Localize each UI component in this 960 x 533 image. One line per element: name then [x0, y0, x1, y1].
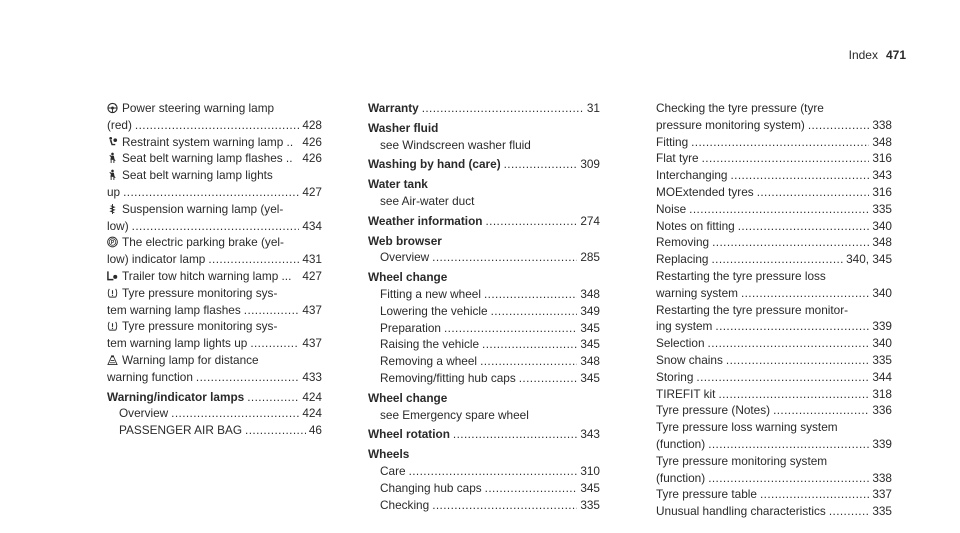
- index-entry: [107, 268, 322, 285]
- dot-leader: [718, 386, 869, 403]
- entry-text: Weather information: [368, 213, 483, 228]
- page-reference[interactable]: 345: [580, 337, 600, 352]
- dot-leader: [519, 370, 578, 387]
- entry-label: [107, 389, 244, 406]
- index-entry: [107, 318, 322, 335]
- index-entry: [656, 453, 892, 470]
- entry-text: Removing: [656, 235, 710, 250]
- page-reference[interactable]: 428: [302, 117, 322, 132]
- index-entry: [107, 184, 322, 201]
- entry-text: MOExtended tyres: [656, 184, 754, 199]
- entry-text: Removing/fitting hub caps: [380, 370, 516, 385]
- index-entry: [656, 402, 892, 419]
- dot-leader: [422, 100, 584, 117]
- dot-leader: [482, 336, 577, 353]
- page-reference[interactable]: 349: [580, 303, 600, 318]
- index-subentry: [368, 193, 600, 210]
- page-reference[interactable]: 340: [872, 285, 892, 300]
- page-reference[interactable]: 433: [302, 369, 322, 384]
- dot-leader: [715, 318, 869, 335]
- dot-leader: [741, 285, 869, 302]
- entry-text: Changing hub caps: [380, 480, 482, 495]
- entry-text: see Emergency spare wheel: [380, 407, 529, 422]
- entry-text: Overview: [119, 406, 169, 421]
- page-reference[interactable]: 338: [872, 117, 892, 132]
- index-subentry: [368, 249, 600, 266]
- page-reference[interactable]: 316: [872, 184, 892, 199]
- dot-leader: [691, 134, 869, 151]
- dot-leader: [247, 389, 299, 406]
- index-entry: [107, 117, 322, 134]
- entry-text: Seat belt warning lamp flashes ..: [122, 151, 293, 166]
- index-entry: [656, 335, 892, 352]
- index-column-3: [656, 100, 892, 520]
- page-reference[interactable]: 426: [302, 134, 322, 149]
- page-reference[interactable]: 309: [580, 157, 600, 172]
- dot-leader: [208, 251, 299, 268]
- index-entry: [107, 234, 322, 251]
- entry-text: Tyre pressure monitoring sys-: [122, 285, 278, 300]
- index-heading: [368, 390, 600, 407]
- index-subentry: [368, 407, 600, 424]
- page-reference[interactable]: 285: [580, 250, 600, 265]
- entry-text: (function): [656, 436, 706, 451]
- dot-leader: [711, 251, 843, 268]
- dot-leader: [453, 426, 577, 443]
- index-heading: [107, 389, 322, 406]
- page-reference[interactable]: 335: [872, 504, 892, 519]
- entry-label: [656, 184, 754, 201]
- entry-text: Warning/indicator lamps: [107, 389, 245, 404]
- index-subentry: [368, 286, 600, 303]
- index-entry: [656, 134, 892, 151]
- dot-leader: [135, 117, 299, 134]
- entry-text: tem warning lamp lights up: [107, 336, 248, 351]
- page-number: 471: [885, 48, 906, 62]
- dot-leader: [432, 249, 577, 266]
- entry-text: Restarting the tyre pressure monitor-: [656, 302, 849, 317]
- index-heading: [368, 213, 600, 230]
- entry-label: [107, 369, 193, 386]
- page-reference[interactable]: 424: [302, 389, 322, 404]
- entry-label: [380, 353, 477, 370]
- entry-text: Washer fluid: [368, 120, 439, 135]
- dot-leader: [171, 405, 299, 422]
- entry-text: Tyre pressure table: [656, 487, 757, 502]
- power-steering-icon: [107, 102, 118, 114]
- section-title: Index: [848, 48, 878, 62]
- index-entry: [656, 486, 892, 503]
- entry-label: [656, 201, 686, 218]
- dot-leader: [829, 503, 869, 520]
- entry-label: [107, 251, 205, 268]
- page-reference[interactable]: 345: [580, 320, 600, 335]
- entry-text: warning function: [107, 369, 193, 384]
- page-reference[interactable]: 310: [580, 463, 600, 478]
- entry-text: Noise: [656, 201, 687, 216]
- entry-label: [656, 318, 712, 335]
- entry-text: Water tank: [368, 177, 428, 192]
- index-entry: [656, 268, 892, 285]
- dot-leader: [773, 402, 869, 419]
- entry-text: low): [107, 218, 129, 233]
- page-reference[interactable]: 437: [302, 336, 322, 351]
- index-entry: [656, 386, 892, 403]
- entry-text: Unusual handling characteristics: [656, 504, 826, 519]
- page-reference[interactable]: 348: [872, 134, 892, 149]
- entry-label: [656, 117, 805, 134]
- index-entry: [107, 285, 322, 302]
- page-reference[interactable]: 46: [308, 423, 322, 438]
- entry-label: [107, 134, 293, 151]
- index-subentry: [368, 303, 600, 320]
- seat-belt-icon: [107, 169, 118, 181]
- index-subentry: [368, 353, 600, 370]
- index-heading: [368, 426, 600, 443]
- entry-text: warning system: [656, 285, 738, 300]
- dot-leader: [702, 150, 870, 167]
- dot-leader: [432, 497, 577, 514]
- entry-text: Suspension warning lamp (yel-: [122, 201, 284, 216]
- dot-leader: [808, 117, 869, 134]
- entry-label: [380, 303, 488, 320]
- page-reference[interactable]: 343: [872, 168, 892, 183]
- page-header: [849, 48, 906, 62]
- entry-text: Restraint system warning lamp ..: [122, 134, 294, 149]
- page-reference[interactable]: 424: [302, 406, 322, 421]
- index-entry: [656, 436, 892, 453]
- dot-leader: [696, 369, 869, 386]
- index-column-1: [107, 100, 322, 439]
- entry-label: [656, 234, 709, 251]
- entry-label: [656, 335, 705, 352]
- index-entry: [656, 369, 892, 386]
- entry-text: Removing a wheel: [380, 354, 478, 369]
- index-heading: [368, 156, 600, 173]
- entry-text: PASSENGER AIR BAG: [119, 423, 243, 438]
- parking-brake-icon: [107, 236, 118, 248]
- entry-text: Warranty: [368, 101, 419, 115]
- index-entry: [656, 218, 892, 235]
- entry-text: Selection: [656, 336, 705, 351]
- dot-leader: [760, 486, 869, 503]
- entry-label: [656, 150, 699, 167]
- index-entry: [107, 369, 322, 386]
- entry-label: [656, 386, 715, 403]
- index-heading: [368, 176, 600, 193]
- entry-label: [107, 150, 293, 167]
- dot-leader: [726, 352, 869, 369]
- dot-leader: [196, 369, 299, 386]
- dot-leader: [757, 184, 870, 201]
- dot-leader: [504, 156, 578, 173]
- entry-text: The electric parking brake (yel-: [122, 235, 284, 250]
- index-entry: [107, 134, 322, 151]
- page-reference[interactable]: 434: [302, 218, 322, 233]
- index-entry: [656, 100, 892, 117]
- entry-text: Care: [380, 463, 406, 478]
- entry-text: tem warning lamp flashes: [107, 302, 241, 317]
- index-entry: [107, 251, 322, 268]
- svg-text:P: P: [110, 240, 115, 247]
- dot-leader: [491, 303, 578, 320]
- entry-label: [656, 470, 705, 487]
- entry-text: Flat tyre: [656, 151, 699, 166]
- index-subentry: [368, 336, 600, 353]
- index-entry: [107, 167, 322, 184]
- dot-leader: [708, 335, 870, 352]
- index-entry: [656, 184, 892, 201]
- entry-text: Preparation: [380, 320, 441, 335]
- entry-label: [119, 422, 242, 439]
- entry-text: Storing: [656, 369, 694, 384]
- entry-label: [656, 436, 705, 453]
- page-reference[interactable]: 339: [872, 436, 892, 451]
- index-entry: [656, 150, 892, 167]
- entry-label: [368, 156, 501, 173]
- index-entry: [656, 302, 892, 319]
- dot-leader: [244, 302, 300, 319]
- entry-text: Wheel change: [368, 390, 448, 405]
- entry-label: [380, 286, 481, 303]
- restraint-system-icon: [107, 136, 118, 148]
- dot-leader: [485, 480, 578, 497]
- index-entry: [656, 251, 892, 268]
- page-reference[interactable]: 348: [580, 286, 600, 301]
- dot-leader: [409, 463, 578, 480]
- entry-text: low) indicator lamp: [107, 252, 206, 267]
- index-subentry: [368, 137, 600, 154]
- entry-text: Overview: [380, 250, 430, 265]
- page-reference[interactable]: 431: [302, 252, 322, 267]
- dot-leader: [123, 184, 299, 201]
- page-reference[interactable]: 343: [580, 427, 600, 442]
- page-reference[interactable]: 427: [302, 184, 322, 199]
- entry-text: Tyre pressure monitoring sys-: [122, 319, 278, 334]
- entry-label: [368, 100, 419, 117]
- entry-text: Checking the tyre pressure (tyre: [656, 101, 824, 115]
- entry-text: Warning lamp for distance: [122, 352, 259, 367]
- index-heading: [368, 233, 600, 250]
- page-reference[interactable]: 348: [872, 235, 892, 250]
- page-reference[interactable]: 345: [580, 480, 600, 495]
- entry-text: Wheels: [368, 447, 410, 462]
- page-reference[interactable]: 316: [872, 151, 892, 166]
- page-reference[interactable]: 335: [872, 201, 892, 216]
- entry-text: Power steering warning lamp: [122, 101, 275, 115]
- index-subentry: [368, 320, 600, 337]
- entry-label: [656, 134, 688, 151]
- index-entry: [656, 419, 892, 436]
- entry-label: [380, 336, 479, 353]
- entry-label: [656, 218, 735, 235]
- index-column-2: [368, 100, 600, 513]
- index-entry: [368, 100, 600, 117]
- tyre-pressure-icon: [107, 287, 118, 299]
- index-heading: [368, 446, 600, 463]
- page-reference[interactable]: 427: [302, 268, 322, 283]
- entry-label: [107, 184, 120, 201]
- seat-belt-icon: [107, 152, 118, 164]
- dot-leader: [485, 213, 577, 230]
- entry-text: Notes on fitting: [656, 218, 735, 233]
- entry-label: [380, 249, 429, 266]
- index-entry: [656, 117, 892, 134]
- index-entry: [656, 470, 892, 487]
- index-entry: [656, 201, 892, 218]
- index-subentry: [368, 480, 600, 497]
- page-reference[interactable]: 337: [872, 487, 892, 502]
- entry-label: [380, 370, 516, 387]
- entry-text: (function): [656, 470, 706, 485]
- dot-leader: [444, 320, 577, 337]
- index-heading: [368, 269, 600, 286]
- entry-label: [107, 335, 247, 352]
- dot-leader: [712, 234, 869, 251]
- entry-text: Tyre pressure (Notes): [656, 403, 771, 418]
- entry-text: see Air-water duct: [380, 193, 475, 208]
- suspension-icon: [107, 203, 118, 215]
- entry-text: Lowering the vehicle: [380, 303, 488, 318]
- dot-leader: [250, 335, 299, 352]
- entry-label: [368, 213, 482, 230]
- index-entry: [656, 167, 892, 184]
- entry-label: [368, 426, 450, 443]
- page-reference[interactable]: 335: [872, 352, 892, 367]
- page-reference[interactable]: 274: [580, 213, 600, 228]
- page-reference[interactable]: 437: [302, 302, 322, 317]
- entry-text: Tyre pressure monitoring system: [656, 453, 828, 468]
- page-reference[interactable]: 348: [580, 354, 600, 369]
- page-reference[interactable]: 31: [586, 101, 600, 115]
- index-entry: [656, 503, 892, 520]
- index-entry: [107, 150, 322, 167]
- entry-label: [656, 167, 728, 184]
- entry-text: Fitting a new wheel: [380, 286, 481, 301]
- tyre-pressure-icon: [107, 320, 118, 332]
- index-heading: [368, 120, 600, 137]
- entry-label: [107, 218, 129, 235]
- entry-label: [380, 320, 441, 337]
- page-reference[interactable]: 426: [302, 151, 322, 166]
- dot-leader: [708, 436, 869, 453]
- index-entry: [656, 352, 892, 369]
- page-reference[interactable]: 344: [872, 369, 892, 384]
- dot-leader: [738, 218, 870, 235]
- entry-text: Wheel change: [368, 270, 448, 285]
- entry-text: Interchanging: [656, 168, 728, 183]
- entry-text: Snow chains: [656, 352, 723, 367]
- index-entry: [656, 234, 892, 251]
- entry-text: pressure monitoring system): [656, 117, 805, 132]
- entry-text: Web browser: [368, 233, 442, 248]
- page-reference[interactable]: 339: [872, 319, 892, 334]
- entry-text: Seat belt warning lamp lights: [122, 168, 273, 183]
- index-entry: [107, 218, 322, 235]
- index-entry: [107, 201, 322, 218]
- index-entry: [107, 352, 322, 369]
- index-entry: [656, 318, 892, 335]
- dot-leader: [689, 201, 869, 218]
- dot-leader: [484, 286, 577, 303]
- entry-text: see Windscreen washer fluid: [380, 137, 531, 152]
- entry-label: [656, 251, 708, 268]
- entry-text: up: [107, 184, 121, 199]
- index-subentry: [107, 422, 322, 439]
- index-entry: [107, 335, 322, 352]
- dot-leader: [480, 353, 577, 370]
- entry-text: (red): [107, 117, 132, 132]
- entry-text: Trailer tow hitch warning lamp ...: [122, 268, 292, 283]
- trailer-hitch-icon: [107, 270, 118, 282]
- page-reference[interactable]: 340, 345: [846, 252, 892, 267]
- entry-label: [380, 497, 429, 514]
- page-reference[interactable]: 340: [872, 336, 892, 351]
- index-subentry: [368, 370, 600, 387]
- dot-leader: [245, 422, 306, 439]
- entry-label: [119, 405, 168, 422]
- index-entry: [107, 100, 322, 117]
- entry-label: [107, 302, 241, 319]
- index-subentry: [368, 463, 600, 480]
- entry-label: [656, 402, 770, 419]
- page-reference[interactable]: 335: [580, 497, 600, 512]
- page-reference[interactable]: 338: [872, 470, 892, 485]
- entry-label: [107, 268, 291, 285]
- entry-label: [656, 352, 723, 369]
- entry-text: Fitting: [656, 134, 689, 149]
- page-reference[interactable]: 340: [872, 218, 892, 233]
- entry-label: [656, 486, 757, 503]
- entry-label: [380, 480, 482, 497]
- page-reference[interactable]: 336: [872, 403, 892, 418]
- entry-label: [656, 285, 738, 302]
- entry-text: Raising the vehicle: [380, 337, 480, 352]
- entry-text: Tyre pressure loss warning system: [656, 420, 838, 435]
- entry-label: [656, 369, 693, 386]
- dot-leader: [708, 470, 869, 487]
- entry-text: Restarting the tyre pressure loss: [656, 268, 826, 283]
- index-entry: [107, 302, 322, 319]
- entry-label: [656, 503, 826, 520]
- page-reference[interactable]: 345: [580, 370, 600, 385]
- entry-label: [107, 117, 132, 134]
- distance-warning-icon: [107, 354, 118, 366]
- entry-text: Washing by hand (care): [368, 157, 501, 172]
- index-entry: [656, 285, 892, 302]
- entry-text: Checking: [380, 497, 430, 512]
- entry-text: Replacing: [656, 252, 709, 267]
- index-subentry: [368, 497, 600, 514]
- entry-label: [380, 463, 406, 480]
- page-reference[interactable]: 318: [872, 386, 892, 401]
- svg-text:!: !: [114, 103, 116, 108]
- dot-leader: [731, 167, 870, 184]
- entry-text: TIREFIT kit: [656, 386, 716, 401]
- dot-leader: [132, 218, 300, 235]
- entry-text: ing system: [656, 319, 713, 334]
- entry-text: Wheel rotation: [368, 427, 450, 442]
- index-subentry: [107, 405, 322, 422]
